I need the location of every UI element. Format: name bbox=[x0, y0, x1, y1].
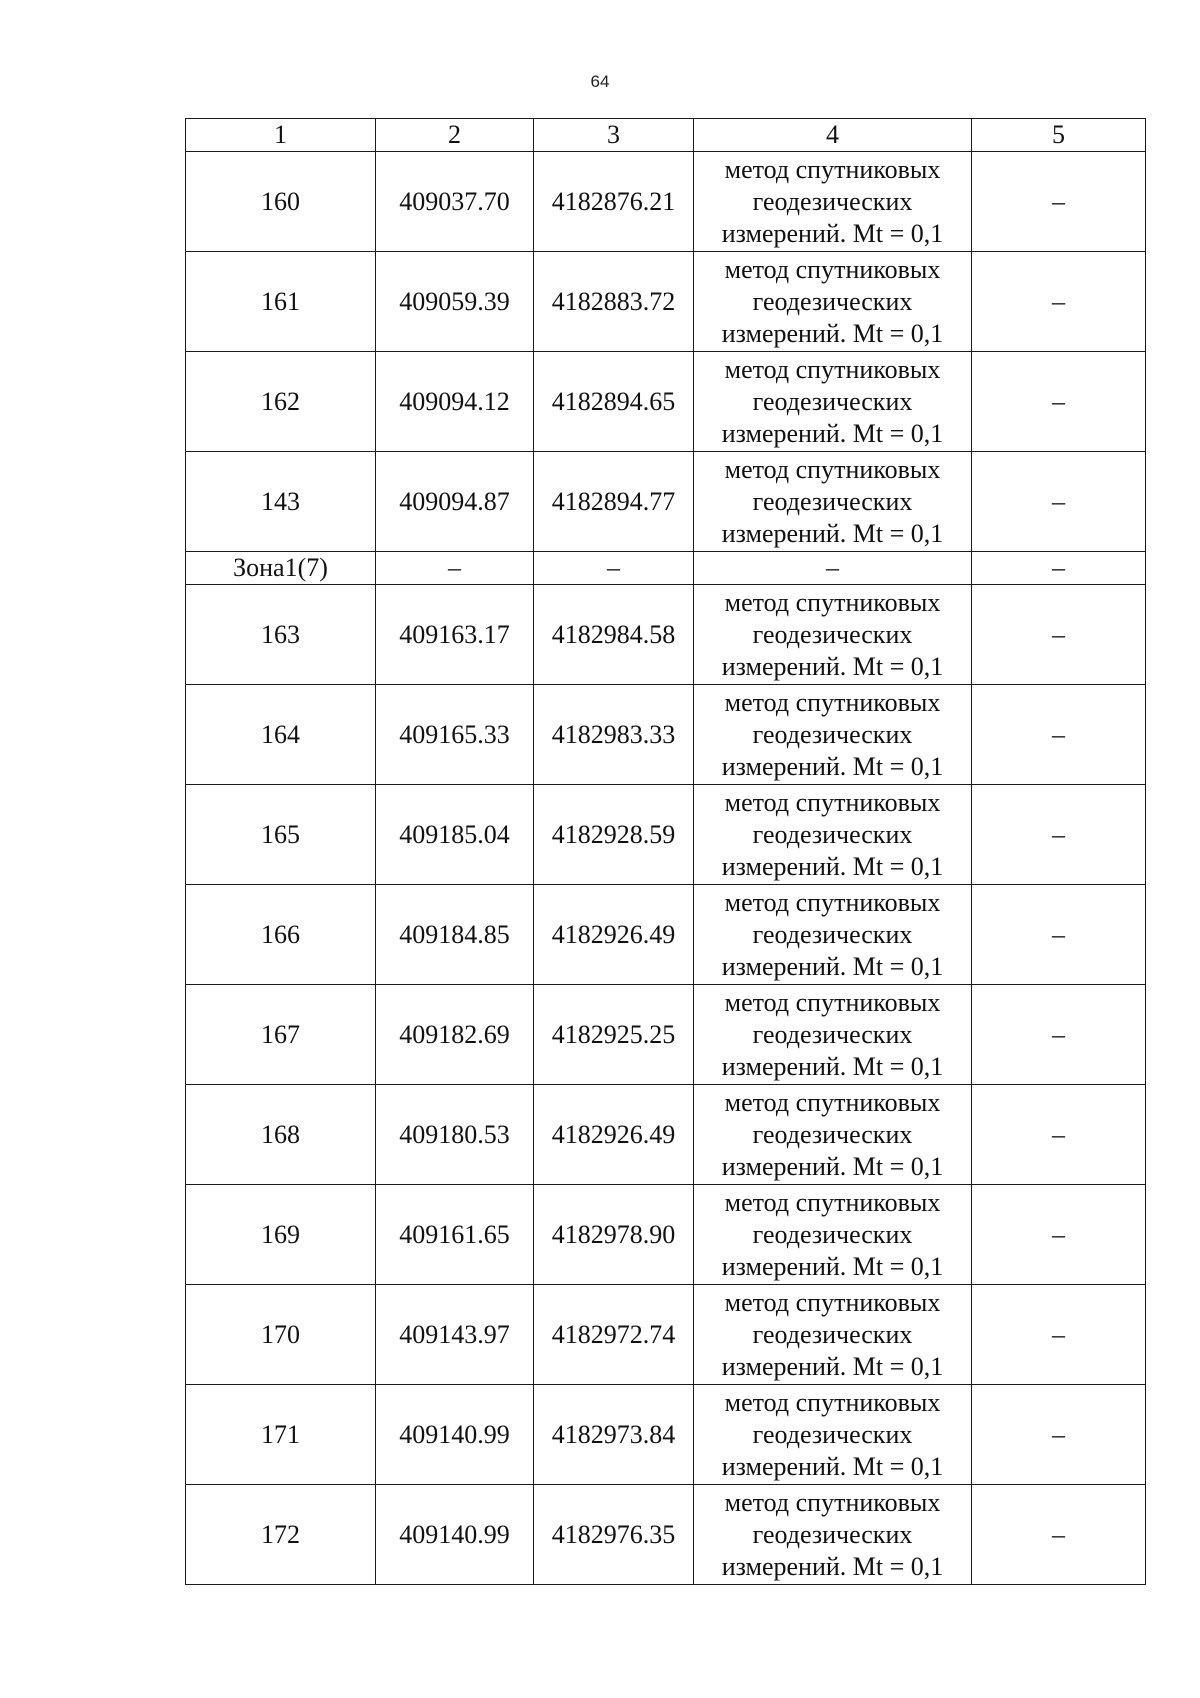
x-coordinate-cell: 409182.69 bbox=[376, 985, 534, 1085]
note-cell: – bbox=[972, 785, 1146, 885]
note-cell: – bbox=[972, 252, 1146, 352]
note-cell: – bbox=[972, 1385, 1146, 1485]
note-cell: – bbox=[972, 885, 1146, 985]
point-number-cell: 167 bbox=[186, 985, 376, 1085]
method-text-line: метод спутниковых bbox=[724, 1287, 941, 1317]
y-coordinate-cell: 4182876.21 bbox=[534, 152, 694, 252]
table-row bbox=[186, 1185, 1146, 1285]
x-coordinate-cell: 409059.39 bbox=[376, 252, 534, 352]
table-row bbox=[186, 352, 1146, 452]
method-cell bbox=[694, 1385, 972, 1485]
y-coordinate-cell: 4182972.74 bbox=[534, 1285, 694, 1385]
table-row bbox=[186, 685, 1146, 785]
y-coordinate-cell: 4182973.84 bbox=[534, 1385, 694, 1485]
method-text-line: измерений. Mt = 0,1 bbox=[721, 318, 944, 348]
table-header-row bbox=[186, 119, 1146, 152]
zone-row bbox=[186, 552, 1146, 585]
method-text-line: геодезических bbox=[752, 1319, 913, 1349]
method-text-line: геодезических bbox=[752, 619, 913, 649]
method-text-line: измерений. Mt = 0,1 bbox=[721, 418, 944, 448]
point-number-cell: 162 bbox=[186, 352, 376, 452]
y-coordinate-cell: 4182978.90 bbox=[534, 1185, 694, 1285]
point-number-cell: 170 bbox=[186, 1285, 376, 1385]
method-text-line: измерений. Mt = 0,1 bbox=[721, 951, 944, 981]
point-number-cell: 168 bbox=[186, 1085, 376, 1185]
y-coordinate-cell: 4182983.33 bbox=[534, 685, 694, 785]
note-cell: – bbox=[972, 1285, 1146, 1385]
method-text-line: измерений. Mt = 0,1 bbox=[721, 1351, 944, 1381]
method-text-line: геодезических bbox=[752, 1419, 913, 1449]
method-cell bbox=[694, 1285, 972, 1385]
point-number-cell: 164 bbox=[186, 685, 376, 785]
zone-label: Зона1(7) bbox=[186, 552, 376, 585]
method-text-line: метод спутниковых bbox=[724, 587, 941, 617]
method-cell bbox=[694, 1085, 972, 1185]
coordinates-table bbox=[185, 118, 1146, 1585]
x-coordinate-cell: 409094.87 bbox=[376, 452, 534, 552]
note-cell: – bbox=[972, 152, 1146, 252]
method-cell bbox=[694, 352, 972, 452]
method-cell bbox=[694, 685, 972, 785]
note-cell: – bbox=[972, 452, 1146, 552]
table-row bbox=[186, 1085, 1146, 1185]
x-coordinate-cell: 409140.99 bbox=[376, 1385, 534, 1485]
point-number-cell: 172 bbox=[186, 1485, 376, 1585]
table-row bbox=[186, 785, 1146, 885]
method-text-line: измерений. Mt = 0,1 bbox=[721, 1151, 944, 1181]
note-cell: – bbox=[972, 352, 1146, 452]
method-text-line: метод спутниковых bbox=[724, 254, 941, 284]
x-coordinate-cell: 409037.70 bbox=[376, 152, 534, 252]
note-cell: – bbox=[972, 1085, 1146, 1185]
method-text-line: измерений. Mt = 0,1 bbox=[721, 1251, 944, 1281]
table-row bbox=[186, 885, 1146, 985]
x-coordinate-cell: 409165.33 bbox=[376, 685, 534, 785]
table-row bbox=[186, 452, 1146, 552]
method-text-line: метод спутниковых bbox=[724, 1487, 941, 1517]
method-text-line: геодезических bbox=[752, 186, 913, 216]
x-coordinate-cell: 409185.04 bbox=[376, 785, 534, 885]
method-text-line: метод спутниковых bbox=[724, 454, 941, 484]
table-row bbox=[186, 1285, 1146, 1385]
x-coordinate-cell: 409161.65 bbox=[376, 1185, 534, 1285]
header-cell-4: 4 bbox=[694, 119, 972, 152]
y-coordinate-cell: 4182926.49 bbox=[534, 885, 694, 985]
point-number-cell: 161 bbox=[186, 252, 376, 352]
method-text-line: геодезических bbox=[752, 486, 913, 516]
method-text-line: геодезических bbox=[752, 819, 913, 849]
method-text-line: геодезических bbox=[752, 719, 913, 749]
x-coordinate-cell: 409094.12 bbox=[376, 352, 534, 452]
x-coordinate-cell: 409180.53 bbox=[376, 1085, 534, 1185]
point-number-cell: 160 bbox=[186, 152, 376, 252]
method-cell bbox=[694, 1485, 972, 1585]
method-cell bbox=[694, 152, 972, 252]
method-text-line: метод спутниковых bbox=[724, 154, 941, 184]
table-body bbox=[186, 119, 1146, 1585]
method-text-line: измерений. Mt = 0,1 bbox=[721, 1551, 944, 1581]
zone-dash-cell: – bbox=[694, 552, 972, 585]
y-coordinate-cell: 4182928.59 bbox=[534, 785, 694, 885]
point-number-cell: 165 bbox=[186, 785, 376, 885]
point-number-cell: 171 bbox=[186, 1385, 376, 1485]
y-coordinate-cell: 4182894.65 bbox=[534, 352, 694, 452]
point-number-cell: 166 bbox=[186, 885, 376, 985]
table-row bbox=[186, 152, 1146, 252]
method-text-line: метод спутниковых bbox=[724, 354, 941, 384]
method-text-line: геодезических bbox=[752, 1119, 913, 1149]
y-coordinate-cell: 4182926.49 bbox=[534, 1085, 694, 1185]
method-text-line: измерений. Mt = 0,1 bbox=[721, 751, 944, 781]
method-text-line: геодезических bbox=[752, 1519, 913, 1549]
method-text-line: метод спутниковых bbox=[724, 1387, 941, 1417]
method-text-line: метод спутниковых bbox=[724, 987, 941, 1017]
method-text-line: измерений. Mt = 0,1 bbox=[721, 1451, 944, 1481]
method-cell bbox=[694, 452, 972, 552]
method-text-line: измерений. Mt = 0,1 bbox=[721, 218, 944, 248]
note-cell: – bbox=[972, 685, 1146, 785]
x-coordinate-cell: 409143.97 bbox=[376, 1285, 534, 1385]
zone-dash-cell: – bbox=[972, 552, 1146, 585]
method-cell bbox=[694, 1185, 972, 1285]
x-coordinate-cell: 409163.17 bbox=[376, 585, 534, 685]
method-text-line: метод спутниковых bbox=[724, 1187, 941, 1217]
header-cell-3: 3 bbox=[534, 119, 694, 152]
page-number: 64 bbox=[590, 72, 610, 91]
method-text-line: геодезических bbox=[752, 1219, 913, 1249]
y-coordinate-cell: 4182883.72 bbox=[534, 252, 694, 352]
table-row bbox=[186, 1385, 1146, 1485]
method-text-line: геодезических bbox=[752, 1019, 913, 1049]
table-row bbox=[186, 252, 1146, 352]
point-number-cell: 163 bbox=[186, 585, 376, 685]
method-text-line: измерений. Mt = 0,1 bbox=[721, 651, 944, 681]
zone-dash-cell: – bbox=[376, 552, 534, 585]
note-cell: – bbox=[972, 985, 1146, 1085]
method-text-line: метод спутниковых bbox=[724, 1087, 941, 1117]
method-cell bbox=[694, 885, 972, 985]
header-cell-5: 5 bbox=[972, 119, 1146, 152]
table-row bbox=[186, 585, 1146, 685]
header-cell-2: 2 bbox=[376, 119, 534, 152]
table-row bbox=[186, 985, 1146, 1085]
method-text-line: измерений. Mt = 0,1 bbox=[721, 1051, 944, 1081]
method-text-line: измерений. Mt = 0,1 bbox=[721, 518, 944, 548]
y-coordinate-cell: 4182894.77 bbox=[534, 452, 694, 552]
table-row bbox=[186, 1485, 1146, 1585]
x-coordinate-cell: 409140.99 bbox=[376, 1485, 534, 1585]
note-cell: – bbox=[972, 585, 1146, 685]
point-number-cell: 169 bbox=[186, 1185, 376, 1285]
y-coordinate-cell: 4182925.25 bbox=[534, 985, 694, 1085]
method-text-line: метод спутниковых bbox=[724, 787, 941, 817]
method-text-line: метод спутниковых bbox=[724, 687, 941, 717]
method-cell bbox=[694, 985, 972, 1085]
method-cell bbox=[694, 252, 972, 352]
method-text-line: геодезических bbox=[752, 919, 913, 949]
method-text-line: измерений. Mt = 0,1 bbox=[721, 851, 944, 881]
method-text-line: геодезических bbox=[752, 386, 913, 416]
point-number-cell: 143 bbox=[186, 452, 376, 552]
method-text-line: геодезических bbox=[752, 286, 913, 316]
zone-dash-cell: – bbox=[534, 552, 694, 585]
y-coordinate-cell: 4182976.35 bbox=[534, 1485, 694, 1585]
note-cell: – bbox=[972, 1485, 1146, 1585]
method-cell bbox=[694, 785, 972, 885]
method-text-line: метод спутниковых bbox=[724, 887, 941, 917]
y-coordinate-cell: 4182984.58 bbox=[534, 585, 694, 685]
header-cell-1: 1 bbox=[186, 119, 376, 152]
note-cell: – bbox=[972, 1185, 1146, 1285]
x-coordinate-cell: 409184.85 bbox=[376, 885, 534, 985]
method-cell bbox=[694, 585, 972, 685]
